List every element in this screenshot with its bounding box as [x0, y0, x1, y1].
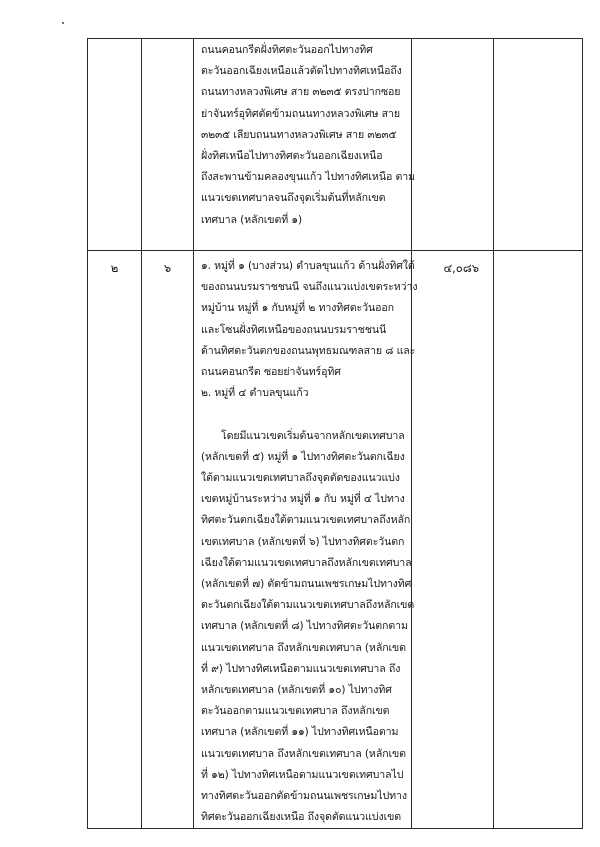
- text-line: แนวเขตเทศบาล ถึงหลักเขตเทศบาล (หลักเขต: [201, 641, 406, 654]
- text-line: ฝั่งทิศเหนือไปทางทิศตะวันออกเฉียงเหนือ: [201, 150, 383, 163]
- text-line: แนวเขตเทศบาล ถึงหลักเขตเทศบาล (หลักเขต: [201, 747, 406, 760]
- text-line: ย่าจันทร์อุทิศตัดข้ามถนนทางหลวงพิเศษ สาย: [201, 107, 400, 120]
- order-number: ๒: [110, 261, 119, 275]
- boundary-table-grid: [87, 38, 583, 829]
- text-line-blank: [201, 404, 405, 425]
- cell-order: [88, 251, 142, 829]
- district-number: ๖: [163, 261, 172, 275]
- cell-order-empty: [88, 39, 142, 251]
- text-line: และโซนฝั่งทิศเหนือของถนนบรมราชชนนี: [201, 323, 387, 336]
- cell-description: [194, 251, 418, 829]
- boundary-table: [87, 38, 582, 824]
- cell-area-empty: [412, 39, 494, 251]
- text-line: ๓๒๓๕ เลียบถนนทางหลวงพิเศษ สาย ๓๒๓๕: [201, 128, 397, 141]
- text-line: (หลักเขตที่ ๕) หมู่ที่ ๑ ไปทางทิศตะวันตกเฉียง: [201, 450, 405, 463]
- table-row-district-6: [88, 251, 583, 829]
- cell-description-continued: [194, 39, 415, 251]
- text-line: ทางทิศตะวันออกตัดข้ามถนนเพชรเกษมไปทาง: [201, 790, 407, 803]
- text-line: เขตเทศบาล (หลักเขตที่ ๖) ไปทางทิศตะวันตก: [201, 535, 405, 548]
- text-line: ถนนคอนกรีตฝั่งทิศตะวันออกไปทางทิศ: [201, 44, 373, 56]
- text-line: (หลักเขตที่ ๗) ตัดข้ามถนนเพชรเกษมไปทางทิศ: [201, 578, 412, 591]
- text-line: หมู่บ้าน หมู่ที่ ๑ กับหมู่ที่ ๒ ทางทิศตะวันออก: [201, 302, 394, 315]
- cell-district-empty: [142, 39, 194, 251]
- text-line: ตะวันออกตามแนวเขตเทศบาล ถึงหลักเขต: [201, 705, 390, 718]
- scan-speck: [62, 22, 64, 24]
- table-row-continuation: [88, 39, 583, 251]
- cell-area: [412, 251, 494, 829]
- text-line: ที่ ๑๒) ไปทางทิศเหนือตามแนวเขตเทศบาลไป: [201, 768, 404, 781]
- description-continued-text: [194, 39, 415, 231]
- text-line: เขตหมู่บ้านระหว่าง หมู่ที่ ๑ กับ หมู่ที่ ๔ ไปทาง: [201, 493, 405, 506]
- description-text: [194, 251, 418, 828]
- text-line-paragraph-start: โดยมีแนวเขตเริ่มต้นจากหลักเขตเทศบาล: [221, 429, 405, 442]
- cell-remarks-empty: [494, 39, 583, 251]
- text-line: ที่ ๙) ไปทางทิศเหนือตามแนวเขตเทศบาล ถึง: [201, 662, 401, 675]
- text-line: เฉียงใต้ตามแนวเขตเทศบาลถึงหลักเขตเทศบาล: [201, 556, 412, 569]
- text-line: ของถนนบรมราชชนนี จนถึงแนวแบ่งเขตระหว่าง: [201, 281, 418, 294]
- text-line: ตะวันตกเฉียงใต้ตามแนวเขตเทศบาลถึงหลักเขต: [201, 599, 415, 612]
- text-line: ๒. หมู่ที่ ๔ ตำบลขุนแก้ว: [201, 387, 309, 400]
- text-line: ถึงสะพานข้ามคลองขุนแก้ว ไปทางทิศเหนือ ตาม: [201, 171, 415, 184]
- text-line: ๑. หมู่ที่ ๑ (บางส่วน) ตำบลขุนแก้ว ด้านฝั่งทิศใต้: [201, 260, 415, 272]
- text-line: ถนนคอนกรีต ซอยย่าจันทร์อุทิศ: [201, 366, 341, 379]
- text-line: ทิศตะวันออกเฉียงเหนือ ถึงจุดตัดแนวแบ่งเขต: [201, 811, 402, 824]
- text-line: เทศบาล (หลักเขตที่ ๑): [201, 213, 303, 226]
- text-line: หลักเขตเทศบาล (หลักเขตที่ ๑๐) ไปทางทิศ: [201, 684, 392, 697]
- text-line: ด้านทิศตะวันตกของถนนพุทธมณฑลสาย ๘ และ: [201, 344, 416, 357]
- text-line: เทศบาล (หลักเขตที่ ๑๑) ไปทางทิศเหนือตาม: [201, 726, 399, 739]
- text-line: ตะวันออกเฉียงเหนือแล้วตัดไปทางทิศเหนือถึง: [201, 65, 402, 78]
- cell-district: [142, 251, 194, 829]
- cell-remarks-empty: [494, 251, 583, 829]
- text-line: ใต้ตามแนวเขตเทศบาลถึงจุดตัดของแนวแบ่ง: [201, 472, 400, 485]
- text-line: แนวเขตเทศบาลจนถึงจุดเริ่มต้นที่หลักเขต: [201, 192, 386, 205]
- area-value: ๔,๐๘๖: [443, 261, 479, 275]
- text-line: ถนนทางหลวงพิเศษ สาย ๓๒๓๕ ตรงปากซอย: [201, 86, 401, 99]
- text-line: เทศบาล (หลักเขตที่ ๘) ไปทางทิศตะวันตกตาม: [201, 620, 408, 633]
- text-line: ทิศตะวันตกเฉียงใต้ตามแนวเขตเทศบาลถึงหลัก: [201, 514, 411, 527]
